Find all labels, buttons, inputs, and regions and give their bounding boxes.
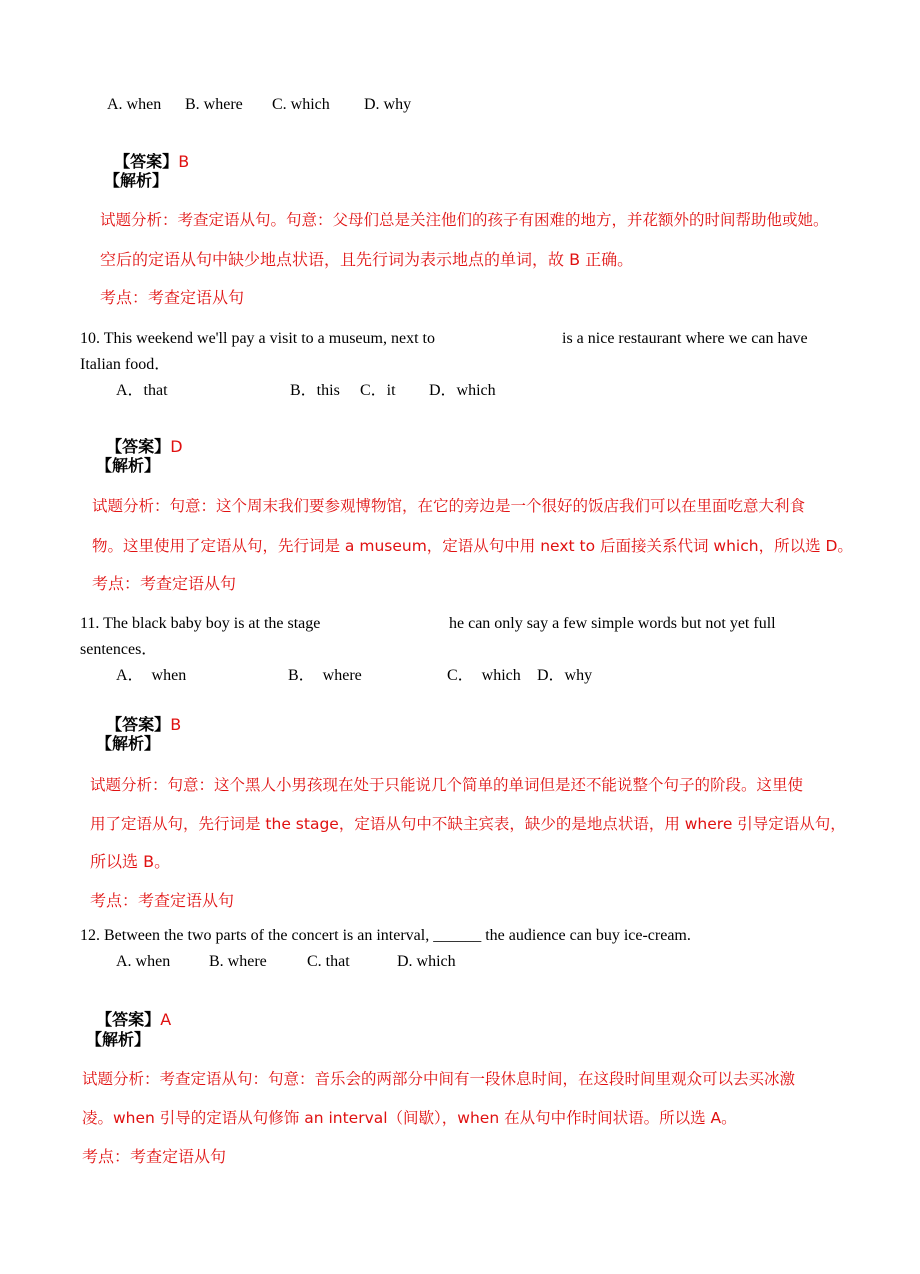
q9-option-a: A. when: [107, 96, 162, 113]
answer-tag: 【答案】: [106, 715, 171, 734]
q11-option-c: C． which: [447, 667, 521, 684]
q9-option-b: B. where: [185, 96, 243, 113]
answer-tag: 【答案】: [106, 437, 171, 456]
q11-point: 考点：考查定语从句: [90, 891, 235, 910]
q10-point: 考点：考查定语从句: [92, 574, 237, 593]
answer-tag: 【答案】: [96, 1010, 161, 1029]
q10-analysis-line1: 试题分析：句意：这个周末我们要参观博物馆，在它的旁边是一个很好的饭店我们可以在里面吃意大利食: [92, 497, 806, 515]
q9-answer: [104, 132, 189, 172]
q11-stem-part2: he can only say a few simple words but not yet full: [449, 615, 776, 632]
q9-analysis-tag: 【解析】: [104, 171, 169, 190]
answer-value: A: [160, 1010, 172, 1029]
q12-point: 考点：考查定语从句: [82, 1147, 227, 1166]
q10-option-d: D．which: [429, 382, 496, 399]
q10-answer: [96, 417, 183, 457]
q12-option-a: A. when: [116, 953, 171, 970]
q9-option-d: D. why: [364, 96, 412, 113]
q11-option-d: D．why: [537, 667, 593, 684]
q10-analysis-line2: 物。这里使用了定语从句，先行词是 a museum，定语从句中用 next to 后面接关系代词 which，所以选 D。: [92, 537, 853, 555]
q12-stem: 12. Between the two parts of the concert is an interval, ______ the audience can buy ice-cream.: [80, 927, 691, 944]
q12-option-b: B. where: [209, 953, 267, 970]
q9-option-c: C. which: [272, 96, 330, 113]
q10-option-c: C．it: [360, 382, 396, 399]
q10-analysis-tag: 【解析】: [96, 456, 161, 475]
q9-analysis-line2: 空后的定语从句中缺少地点状语，且先行词为表示地点的单词，故 B 正确。: [100, 250, 634, 269]
q10-stem-part2: is a nice restaurant where we can have: [562, 330, 808, 347]
q11-stem-part1: 11. The black baby boy is at the stage: [80, 615, 321, 632]
q12-analysis-line2: 凌。when 引导的定语从句修饰 an interval（间歇），when 在从句中作时间状语。所以选 A。: [82, 1109, 737, 1127]
q12-option-c: C. that: [307, 953, 350, 970]
q9-analysis-line1: 试题分析：考查定语从句。句意：父母们总是关注他们的孩子有困难的地方，并花额外的时间帮助他或她。: [100, 211, 829, 229]
q10-stem-line2: Italian food．: [80, 356, 171, 373]
q12-answer: [86, 990, 171, 1030]
q12-option-d: D. which: [397, 953, 456, 970]
q12-analysis-tag: 【解析】: [86, 1030, 151, 1049]
q12-analysis-line1: 试题分析：考查定语从句：句意：音乐会的两部分中间有一段休息时间，在这段时间里观众可以去买冰激: [82, 1070, 796, 1088]
q10-option-b: B．this: [290, 382, 340, 399]
answer-value: B: [178, 152, 190, 171]
q11-analysis-tag: 【解析】: [96, 734, 161, 753]
q11-option-b: B． where: [288, 667, 362, 684]
q11-answer: [96, 695, 181, 735]
q11-stem-line2: sentences．: [80, 641, 158, 658]
q9-point: 考点：考查定语从句: [100, 288, 245, 307]
q10-stem-part1: 10. This weekend we'll pay a visit to a museum, next to: [80, 330, 435, 347]
q11-analysis-line2: 用了定语从句，先行词是 the stage，定语从句中不缺主宾表，缺少的是地点状语，用 where 引导定语从句，: [90, 815, 846, 833]
answer-value: D: [170, 437, 183, 456]
q10-option-a: A．that: [116, 382, 168, 399]
answer-tag: 【答案】: [114, 152, 179, 171]
q11-analysis-line1: 试题分析：句意：这个黑人小男孩现在处于只能说几个简单的单词但是还不能说整个句子的阶段。这里使: [90, 776, 804, 794]
q11-option-a: A． when: [116, 667, 187, 684]
q11-analysis-line3: 所以选 B。: [90, 852, 171, 871]
answer-value: B: [170, 715, 182, 734]
